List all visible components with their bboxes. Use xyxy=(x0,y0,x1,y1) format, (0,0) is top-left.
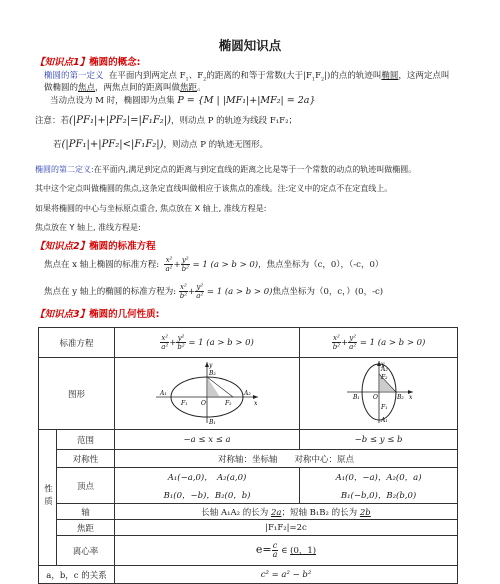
std-eq-y-label: 焦点在 y 轴上的椭圆的标准方程为: xyxy=(44,287,177,297)
cell-figure: 图形 xyxy=(39,358,115,430)
svg-text:x: x xyxy=(408,394,412,401)
ecc-in: ∈ xyxy=(281,546,288,556)
cell-axis-text xyxy=(115,504,458,520)
std-eq-x-tail: = 1 (a > b > 0) xyxy=(192,260,259,270)
axis-line2: 焦点放在 Y 轴上, 准线方程是: xyxy=(35,223,141,232)
cell-abc-text: c² = a² − b² xyxy=(115,566,458,584)
svg-text:F₂: F₂ xyxy=(380,374,388,381)
vertex-x-b: B₁(0，−b)，B₂(0，b) xyxy=(163,490,251,501)
line3-set: P = {M | |MF₁|+|MF₂| = 2a} xyxy=(177,95,316,106)
def1-text-a: 在平面内到两定点 F xyxy=(108,71,186,81)
line3-a: 当动点设为 M 时，椭圆即为点集 xyxy=(50,96,175,106)
section2-title: 椭圆的标准方程 xyxy=(89,241,156,252)
def1-line2 xyxy=(44,81,206,93)
svg-text:x: x xyxy=(254,400,258,407)
page-title: 椭圆知识点 xyxy=(218,38,282,53)
frac-x2-a2: $\frac{\text{x²}}{\text{a²}}$ xyxy=(165,256,173,273)
cell-range: 范围 xyxy=(57,430,115,450)
cell-ecc-text xyxy=(115,536,458,566)
svg-text:A₁: A₁ xyxy=(160,390,167,397)
svg-text:O: O xyxy=(201,400,206,407)
section1-title: 椭圆的概念: xyxy=(89,57,141,68)
table-row xyxy=(39,328,458,358)
section1-heading xyxy=(35,54,140,68)
std-eq-x-label: 焦点在 x 轴上椭圆的标准方程: xyxy=(44,260,160,270)
def1-text-c: 的距离的和等于常数(大于|F xyxy=(206,71,312,81)
line2-c: 。 xyxy=(197,83,206,93)
note-label: 注意：若 xyxy=(35,116,70,126)
cell-eq-y-tail: = 1 (a > b > 0) xyxy=(359,338,426,348)
def1-ellipse: 椭圆 xyxy=(381,71,399,81)
cell-vertex-y xyxy=(300,468,458,504)
def1-text-d: F xyxy=(315,71,321,81)
table-row xyxy=(39,430,458,450)
table-row xyxy=(39,468,458,504)
def2-line2: 其中这个定点叫做椭圆的焦点,这条定直线叫做相应于该焦点的准线。注:定义中的定点不在定直线上。 xyxy=(35,184,393,193)
svg-text:O: O xyxy=(372,394,378,401)
axis-b: ；短轴 B₁B₂ 的长为 xyxy=(281,507,358,518)
fig-x-label-y: y xyxy=(209,362,213,369)
ecc-e: e= xyxy=(255,543,272,556)
def1-label: 椭圆的第一定义 xyxy=(44,71,104,81)
ecc-range: (0，1) xyxy=(290,546,317,556)
line2-focal: 焦距 xyxy=(180,83,198,93)
cell-axis: 轴 xyxy=(57,504,115,520)
line2-b: ，两焦点间的距离叫做 xyxy=(95,83,181,93)
ellipse-y-figure xyxy=(339,359,419,425)
axis-a: 长轴 A₁A₂ 的长为 xyxy=(201,507,269,518)
cell-eq-x: $\frac{\text{x²}}{\text{a²}}$ + $\frac{\text{y²}}{\text{b²}}$ = 1 (a > b > 0) xyxy=(115,328,300,358)
note2-line xyxy=(53,138,268,150)
def2-text: 在平面内,满足到定点的距离与到定直线的距离之比是等于一个常数的动点的轨迹叫做椭圆。 xyxy=(93,165,417,174)
def1-line3 xyxy=(50,94,316,106)
cell-figure-y xyxy=(300,358,458,430)
frac-y2-b2: $\frac{\text{y²}}{\text{b²}}$ xyxy=(181,256,189,273)
prop-label: 性质 xyxy=(42,483,53,509)
section1-tag: 【知识点1】 xyxy=(35,57,90,68)
properties-table xyxy=(38,327,458,584)
table-row xyxy=(39,450,458,468)
vertex-x-a: A₁(−a,0)， A₂(a,0) xyxy=(167,472,247,483)
cell-focal-text: |F₁F₂|=2c xyxy=(115,520,458,536)
table-row xyxy=(39,536,458,566)
note1-text: ，则动点 P 的轨迹为线段 F₁F₂； xyxy=(171,116,297,126)
note1-line xyxy=(35,114,297,126)
line2-a: 做椭圆的 xyxy=(44,83,79,93)
def1-line: 椭圆的第一定义 在平面内到两定点 $F_1$、$F_2$的距离的和等于常数(大于$|F_1F_2|$)的点的轨迹叫椭圆，这两定点叫 xyxy=(44,71,450,83)
std-eq-x-foci: ，焦点坐标为（c，0），（-c，0） xyxy=(258,260,384,270)
svg-text:F₁: F₁ xyxy=(380,404,388,411)
def1-text-f: ，这两定点叫 xyxy=(398,71,450,81)
svg-text:y: y xyxy=(380,361,384,368)
cell-vertex-x xyxy=(115,468,300,504)
def1-text-b: 、F xyxy=(188,71,204,81)
cell-range-x: −a ≤ x ≤ a xyxy=(115,430,300,450)
frac-c-a: $\frac{c}{a}$ xyxy=(272,541,278,559)
note2-prefix: 若 xyxy=(53,140,62,150)
cell-figure-x xyxy=(115,358,300,430)
vertex-y-a: A₁(0，−a)，A₂(0，a) xyxy=(335,472,422,483)
section3-title: 椭圆的几何性质: xyxy=(89,309,160,320)
section2-heading xyxy=(35,238,156,252)
cell-vertex: 顶点 xyxy=(57,468,115,504)
cell-range-y: −b ≤ y ≤ b xyxy=(300,430,458,450)
cell-symmetry-text: 对称轴：坐标轴 对称中心：原点 xyxy=(115,450,458,468)
section3-heading xyxy=(35,306,159,320)
cell-focal: 焦距 xyxy=(57,520,115,536)
std-eq-y-foci: 焦点坐标为（0，c，）(0，-c) xyxy=(272,287,384,297)
def2-line xyxy=(35,164,416,175)
svg-text:F₁: F₁ xyxy=(181,400,188,407)
frac-x2-b2: $\frac{\text{x²}}{\text{b²}}$ xyxy=(179,283,188,300)
vertex-y-b: B₁(−b,0)，B₂(b,0) xyxy=(340,490,417,501)
cell-prop xyxy=(39,430,57,566)
svg-text:A₁: A₁ xyxy=(380,417,388,424)
frac-y2-a2: $\frac{\text{y²}}{\text{a²}}$ xyxy=(196,283,204,300)
std-eq-y-tail: = 1 (a > b > 0) xyxy=(206,287,273,297)
table-row xyxy=(39,358,458,430)
svg-text:B₁: B₁ xyxy=(352,394,360,401)
axis-line1: 如果将椭圆的中心与坐标原点重合, 焦点放在 X 轴上, 准线方程是: xyxy=(35,204,267,213)
axis-av: 2a xyxy=(270,507,282,518)
svg-text:B₂: B₂ xyxy=(396,394,404,401)
table-row xyxy=(39,566,458,584)
ellipse-x-figure xyxy=(152,359,262,425)
section2-tag: 【知识点2】 xyxy=(35,241,90,252)
cell-symmetry: 对称性 xyxy=(57,450,115,468)
def1-text-e: |)的点的轨迹叫 xyxy=(324,71,382,81)
svg-text:A₂: A₂ xyxy=(244,390,251,397)
svg-text:B₁: B₁ xyxy=(209,419,216,426)
std-eq-x-line: 焦点在 x 轴上椭圆的标准方程: $\frac{\text{x²}}{\text{a²}}$ + $\frac{\text{y²}}{\text{b²}}$ = 1 (a > b > 0)，焦点坐标为（c，0），（-c，0） xyxy=(44,256,384,273)
note2-expr: (|PF₁|+|PF₂|<|F₁F₂|) xyxy=(61,139,164,150)
svg-text:A₂: A₂ xyxy=(380,366,388,373)
cell-std-eq: 标准方程 xyxy=(39,328,115,358)
def2-label: 椭圆的第二定义: xyxy=(35,165,94,174)
std-eq-y-line: 焦点在 y 轴上的椭圆的标准方程为: $\frac{\text{x²}}{\text{b²}}$ + $\frac{\text{y²}}{\text{a²}}$ = 1 (a > b > 0)焦点坐标为（0，c，）(0，-c) xyxy=(44,283,384,300)
cell-abc: a，b，c 的关系 xyxy=(39,566,115,584)
table-row xyxy=(39,520,458,536)
axis-bv: 2b xyxy=(359,507,371,518)
table-row xyxy=(39,504,458,520)
note2-text: ，则动点 P 的轨迹无图形。 xyxy=(163,140,269,150)
note1-expr: (|PF₁|+|PF₂|=|F₁F₂|) xyxy=(69,115,172,126)
cell-ecc: 离心率 xyxy=(57,536,115,566)
cell-eq-y: $\frac{\text{x²}}{\text{b²}}$ + $\frac{\text{y²}}{\text{a²}}$ = 1 (a > b > 0) xyxy=(300,328,458,358)
svg-text:F₂: F₂ xyxy=(225,400,232,407)
section3-tag: 【知识点3】 xyxy=(35,309,90,320)
line2-foci: 焦点 xyxy=(78,83,96,93)
cell-eq-x-tail: = 1 (a > b > 0) xyxy=(188,338,254,348)
svg-text:B₂: B₂ xyxy=(209,370,216,377)
